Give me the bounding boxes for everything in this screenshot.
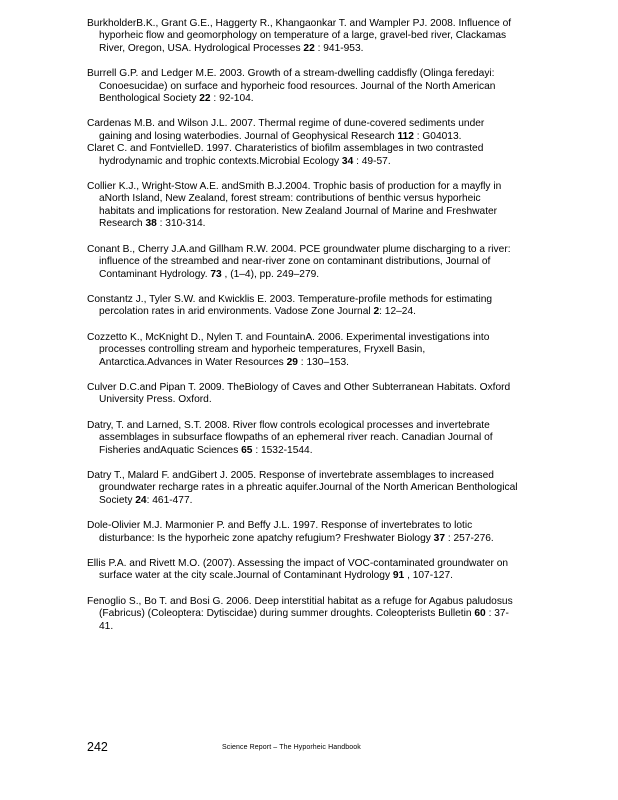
page-number: 242 [87,740,108,754]
reference-entry: Collier K.J., Wright-Stow A.E. andSmith B.J.2004. Trophic basis of production for a mayfly in aNorth Island, New Zealand, forest stream: contributions of benthic versus hyporheic habitats and implications for restoration. New Zealand Journal of Marine and Freshwater Research 38 : 310-314. [87,181,502,230]
reference-entry: Culver D.C.and Pipan T. 2009. TheBiology of Caves and Other Subterranean Habitats. Oxford University Press. Oxford. [87,381,511,406]
footer-title: Science Report – The Hyporheic Handbook [222,744,361,751]
reference-entry: Cozzetto K., McKnight D., Nylen T. and FountainA. 2006. Experimental investigations into processes controlling stream and hyporheic temperatures, Fryxell Basin, Antarctica.Advances in Water Resources 29 : 130–153. [87,331,490,368]
reference-entry: BurkholderB.K., Grant G.E., Haggerty R., Khangaonkar T. and Wampler PJ. 2008. Influence of hyporheic flow and geomorphology on temperature of a large, gravel-bed river, Clackamas River, Oregon, USA. Hydrological Processes 22 : 941-953. [87,18,512,54]
reference-entry: Constantz J., Tyler S.W. and Kwicklis E. 2003. Temperature-profile methods for estimating percolation rates in arid environments. Vadose Zone Journal 2: 12–24. [87,293,493,318]
reference-entry: Dole-Olivier M.J. Marmonier P. and Beffy J.L. 1997. Response of invertebrates to lotic disturbance: Is the hyporheic zone apatchy refugium? Freshwater Biology 37 : 257-276. [87,520,494,544]
reference-entry: Datry T., Malard F. andGibert J. 2005. Response of invertebrate assemblages to increased groundwater recharge rates in a phreatic aquifer.Journal of the North American Benthological Society 24: 461-477. [87,469,518,506]
reference-entry: Claret C. and FontvielleD. 1997. Charateristics of biofilm assemblages in two contrasted hydrodynamic and trophic contexts.Microbial Ecology 34 : 49-57. [87,143,484,167]
reference-list [87,18,519,646]
reference-entry: Cardenas M.B. and Wilson J.L. 2007. Thermal regime of dune-covered sediments under gaining and losing waterbodies. Journal of Geophysical Research 112 : G04013. [87,118,485,142]
reference-entry: Datry, T. and Larned, S.T. 2008. River flow controls ecological processes and invertebrate assemblages in subsurface flowpaths of an ephemeral river reach. Canadian Journal of Fisheries andAquatic Sciences 65 : 1532-1544. [87,419,493,456]
page-footer [87,740,527,756]
reference-entry: Burrell G.P. and Ledger M.E. 2003. Growth of a stream-dwelling caddisfly (Olinga feredayi: Conoesucidae) on surface and hyporheic food resources. Journal of the North American Benthological Society 22 : 92-104. [87,68,496,105]
reference-entry: Conant B., Cherry J.A.and Gillham R.W. 2004. PCE groundwater plume discharging to a river: influence of the streambed and near-river zone on contaminant distributions, Journal of Contaminant Hydrology. 73 , (1–4), pp. 249–279. [87,243,511,280]
reference-entry: Ellis P.A. and Rivett M.O. (2007). Assessing the impact of VOC-contaminated groundwater on surface water at the city scale.Journal of Contaminant Hydrology 91 , 107-127. [87,558,509,582]
reference-entry: Fenoglio S., Bo T. and Bosi G. 2006. Deep interstitial habitat as a refuge for Agabus paludosus (Fabricus) (Coleoptera: Dytiscidae) during summer droughts. Coleopterists Bulletin 60 : 37-41. [87,595,513,632]
